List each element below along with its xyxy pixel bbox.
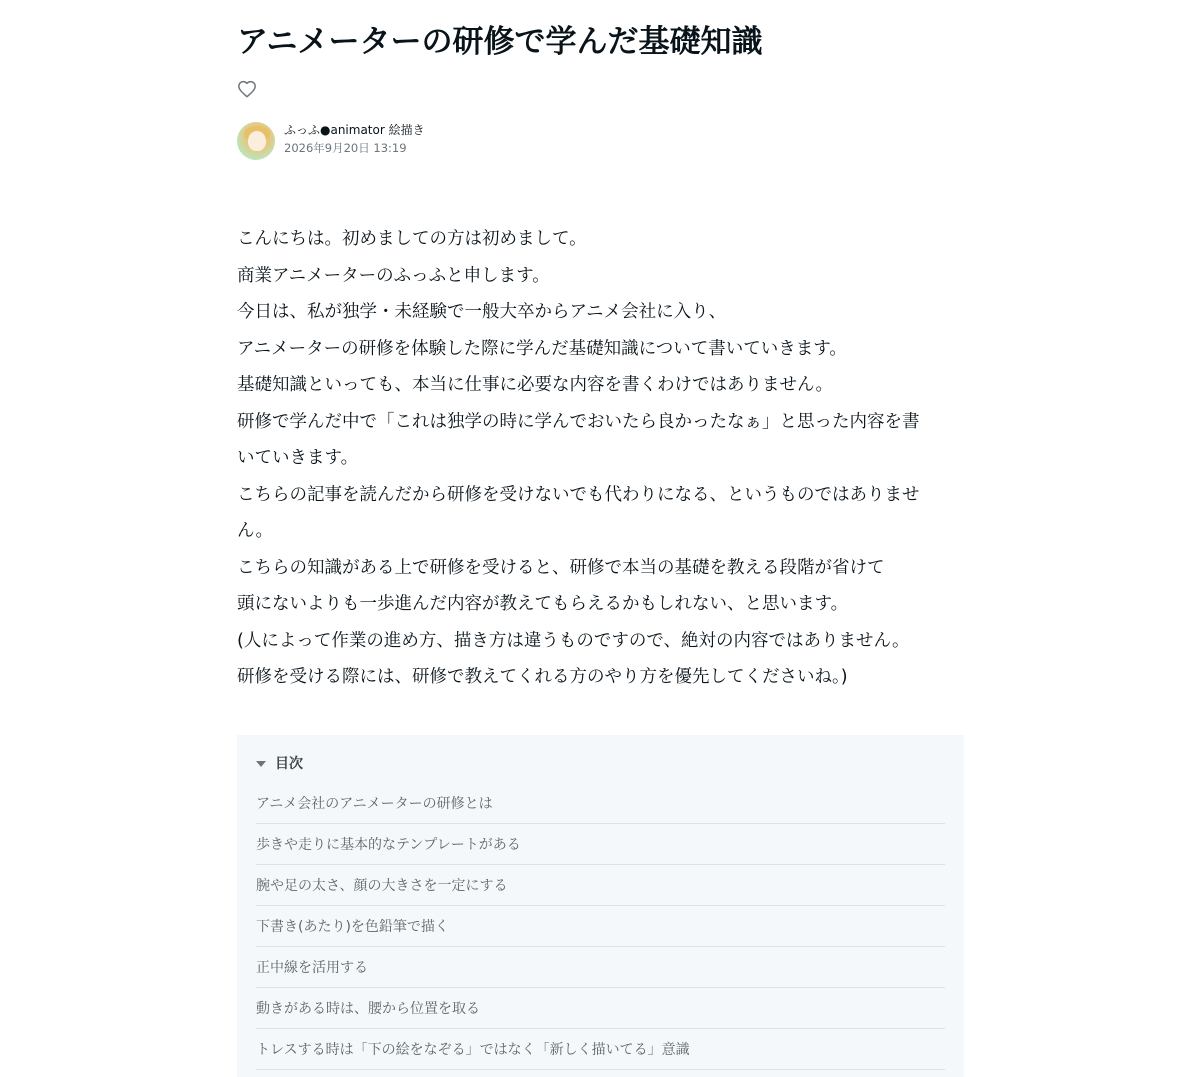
body-line: いていきます。 xyxy=(237,448,359,468)
body-line: 頭にないよりも一歩進んだ内容が教えてもらえるかもしれない、と思います。 xyxy=(237,594,849,614)
body-line: (人によって作業の進め方、描き方は違うものですので、絶対の内容ではありません。 xyxy=(237,630,910,651)
toc-item[interactable]: 腕や足の太さ、顔の大きさを一定にする xyxy=(256,865,945,906)
post-date: 2026年9月20日 13:19 xyxy=(284,141,407,155)
body-line: 今日は、私が独学・未経験で一般大卒からアニメ会社に入り、 xyxy=(237,302,727,322)
body-line: こんにちは。初めましての方は初めまして。 xyxy=(237,229,587,249)
toc-item[interactable]: 歩きや走りに基本的なテンプレートがある xyxy=(256,824,945,865)
article-body xyxy=(237,221,964,696)
toc-item[interactable]: 動きがある時は、腰から位置を取る xyxy=(256,988,945,1029)
toc-item[interactable]: アニメ会社のアニメーターの研修とは xyxy=(256,783,945,824)
body-line: 基礎知識といっても、本当に仕事に必要な内容を書くわけではありません。 xyxy=(237,375,834,395)
body-line: こちらの知識がある上で研修を受けると、研修で本当の基礎を教える段階が省けて xyxy=(237,557,885,578)
body-line: 商業アニメーターのふっふと申します。 xyxy=(237,265,550,286)
body-line: こちらの記事を読んだから研修を受けないでも代わりになる、というものではありませ xyxy=(237,484,920,505)
toc-item[interactable]: 下書き(あたり)を色鉛筆で描く xyxy=(256,906,945,947)
toc-list xyxy=(256,783,945,1070)
avatar[interactable] xyxy=(237,122,275,160)
table-of-contents xyxy=(237,735,964,1077)
body-line: アニメーターの研修を体験した際に学んだ基礎知識について書いていきます。 xyxy=(237,338,847,359)
author-info xyxy=(237,122,425,160)
article-title: アニメーターの研修で学んだ基礎知識 xyxy=(237,24,763,60)
toc-item[interactable]: 正中線を活用する xyxy=(256,947,945,988)
author-name[interactable]: ふっふ●animator 絵描き xyxy=(284,123,425,137)
toc-title: 目次 xyxy=(275,756,303,772)
body-line: ん。 xyxy=(237,521,274,541)
body-line: 研修を受ける際には、研修で教えてくれる方のやり方を優先してくださいね。) xyxy=(237,667,848,687)
like-button[interactable] xyxy=(235,77,259,101)
body-line: 研修で学んだ中で「これは独学の時に学んでおいたら良かったなぁ」と思った内容を書 xyxy=(237,411,920,432)
heart-outline-icon xyxy=(237,80,257,98)
toc-item[interactable]: トレスする時は「下の絵をなぞる」ではなく「新しく描いてる」意識 xyxy=(256,1029,945,1070)
caret-down-icon xyxy=(256,761,266,767)
